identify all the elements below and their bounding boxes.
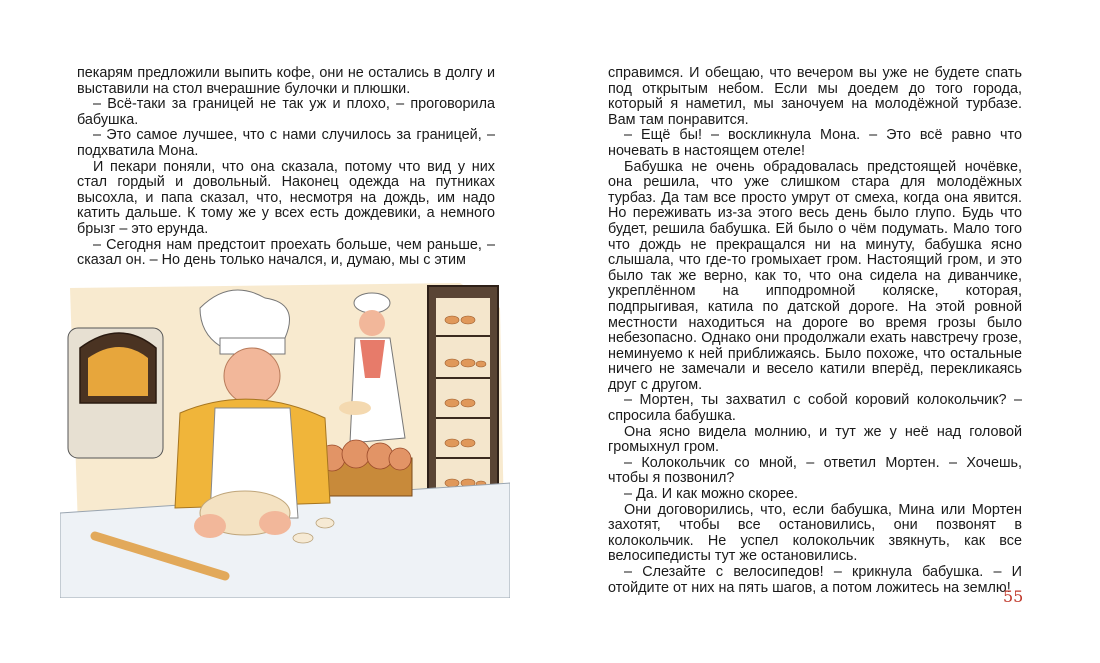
paragraph: – Слезайте с велосипедов! – крикнула бабушка. – И отойдите от них на пять шагов, а потом ложитесь на землю! (608, 564, 1022, 596)
paragraph: пекарям предложили выпить кофе, они не остались в долгу и выставили на стол вчерашние булочки и плюшки. (77, 65, 495, 97)
paragraph: – Да. И как можно скорее. (624, 486, 798, 503)
paragraph: И пекари поняли, что она сказала, потому что вид у них стал гордый и довольный. Наконец одежда на путниках высохла, и папа сказал, что, несмотря на дождь, им надо катить дальше. К тому же у всех есть дождевики, а немного брызг – это ерунда. (77, 158, 495, 237)
paragraph: Бабушка не очень обрадовалась предстоящей ночёвке, она решила, что уже слишком стара для молодёжных турбаз. Да там все просто умрут от смеха, когда она явится. Но переживать из-за этого весь день было глупо. Будь что будет, решила бабушка. Ей было о чём подумать. Мало того что дождь не прекращался ни на минуту, бабушка ясно слышала, что где-то громыхает гром. Настоящий гром, и это было так же верно, как то, что она сидела на диванчике, укреплённом на ипподромной коляске, которая, подпрыгивая, катила по датской дороге. На этой ровной местности находиться на дороге во время грозы было небезопасно. Однако они продолжали ехать навстречу грозе, неминуемо к ней приближаясь. Было похоже, что остальные ничего не замечали и весело катили вперёд, перекликаясь друг с другом. (608, 158, 1022, 393)
paragraph: Она ясно видела молнию, и тут же у неё над головой громыхнул гром. (608, 423, 1022, 456)
paragraph: Они договорились, что, если бабушка, Мина или Мортен захотят, чтобы все остановились, они позвонят в колокольчик. Не успел колокольчик звякнуть, как все велосипедисты тут же остановились. (608, 501, 1022, 565)
paragraph: – Всё-таки за границей не так уж и плохо, – проговорила бабушка. (77, 96, 495, 128)
paragraph: – Мортен, ты захватил с собой коровий колокольчик? – спросила бабушка. (608, 392, 1022, 425)
paragraph: – Сегодня нам предстоит проехать больше, чем раньше, – сказал он. – Но день только начался, и, думаю, мы с этим (77, 236, 495, 269)
bakers-illustration (60, 278, 510, 598)
paragraph: – Колокольчик со мной, – ответил Мортен. – Хочешь, чтобы я позвонил? (608, 454, 1022, 487)
paragraph: справимся. И обещаю, что вечером вы уже не будете спать под открытым небом. Если мы доедем до того города, который я наметил, мы заночуем на молодёжной турбазе. Вам там понравится. (608, 65, 1022, 128)
left-page-text (77, 66, 495, 269)
right-page-text (608, 66, 1022, 596)
paragraph: – Ещё бы! – воскликнула Мона. – Это всё равно что ночевать в настоящем отеле! (608, 127, 1022, 159)
page-number: 55 (1003, 587, 1024, 606)
paragraph: – Это самое лучшее, что с нами случилось за границей, – подхватила Мона. (77, 127, 495, 159)
